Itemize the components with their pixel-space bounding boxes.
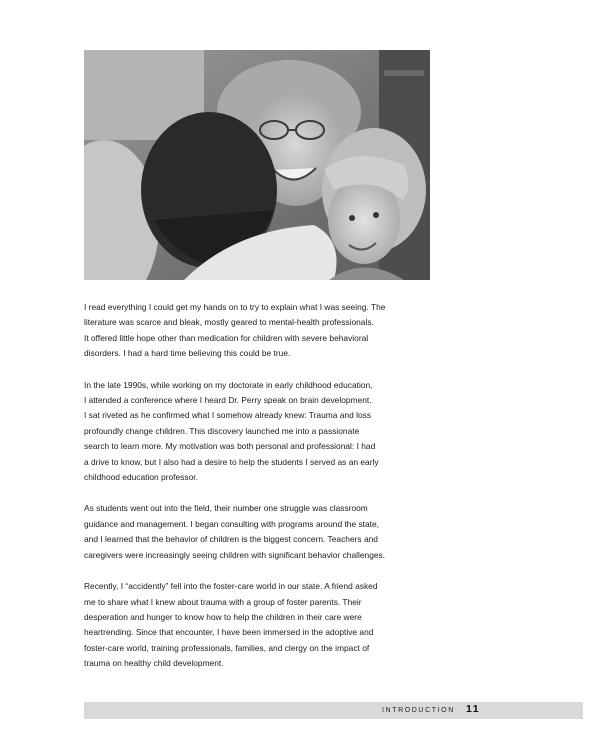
text-line: a drive to know, but I also had a desire to help the students I served as an early: [84, 456, 379, 467]
text-line: disorders. I had a hard time believing this could be true.: [84, 348, 291, 359]
text-line: I sat riveted as he confirmed what I somehow already knew: Trauma and loss: [84, 410, 372, 421]
text-line: profoundly change children. This discovery launched me into a passionate: [84, 425, 360, 436]
text-line: heartrending. Since that encounter, I have been immersed in the adoptive and: [84, 627, 374, 638]
paragraph: [84, 579, 434, 671]
photo-image: [84, 50, 430, 280]
text-line: In the late 1990s, while working on my doctorate in early childhood education,: [84, 379, 373, 390]
text-line: As students went out into the field, their number one struggle was classroom: [84, 503, 368, 514]
text-line: trauma on healthy child development.: [84, 658, 224, 669]
text-line: desperation and hunger to know how to help the children in their care were: [84, 611, 362, 622]
text-line: childhood education professor.: [84, 472, 198, 483]
text-line: literature was scarce and bleak, mostly geared to mental-health professionals.: [84, 317, 374, 328]
page-number: 11: [466, 703, 481, 715]
paragraph: [84, 300, 434, 362]
text-line: It offered little hope other than medication for children with severe behavioral: [84, 332, 369, 343]
text-line: I read everything I could get my hands on to try to explain what I was seeing. The: [84, 302, 386, 312]
text-line: caregivers were increasingly seeing children with significant behavior challenges.: [84, 549, 386, 560]
text-line: guidance and management. I began consulting with programs around the state,: [84, 518, 379, 529]
photo-children-hugging-woman: [84, 50, 430, 280]
text-line: I attended a conference where I heard Dr. Perry speak on brain development.: [84, 395, 372, 406]
paragraph: [84, 378, 434, 486]
text-line: Recently, I “accidently” fell into the foster-care world in our state. A friend asked: [84, 581, 378, 592]
text-line: search to learn more. My motivation was both personal and professional: I had: [84, 441, 376, 452]
body-text: [84, 300, 434, 688]
paragraph: [84, 501, 434, 563]
running-footer-section: INTRODUCTION: [382, 707, 455, 714]
text-line: me to share what I knew about trauma with a group of foster parents. Their: [84, 596, 362, 607]
footer-bar: [84, 702, 583, 719]
text-line: foster-care world, training professionals, families, and clergy on the impact of: [84, 642, 370, 653]
text-line: and I learned that the behavior of children is the biggest concern. Teachers and: [84, 534, 378, 545]
